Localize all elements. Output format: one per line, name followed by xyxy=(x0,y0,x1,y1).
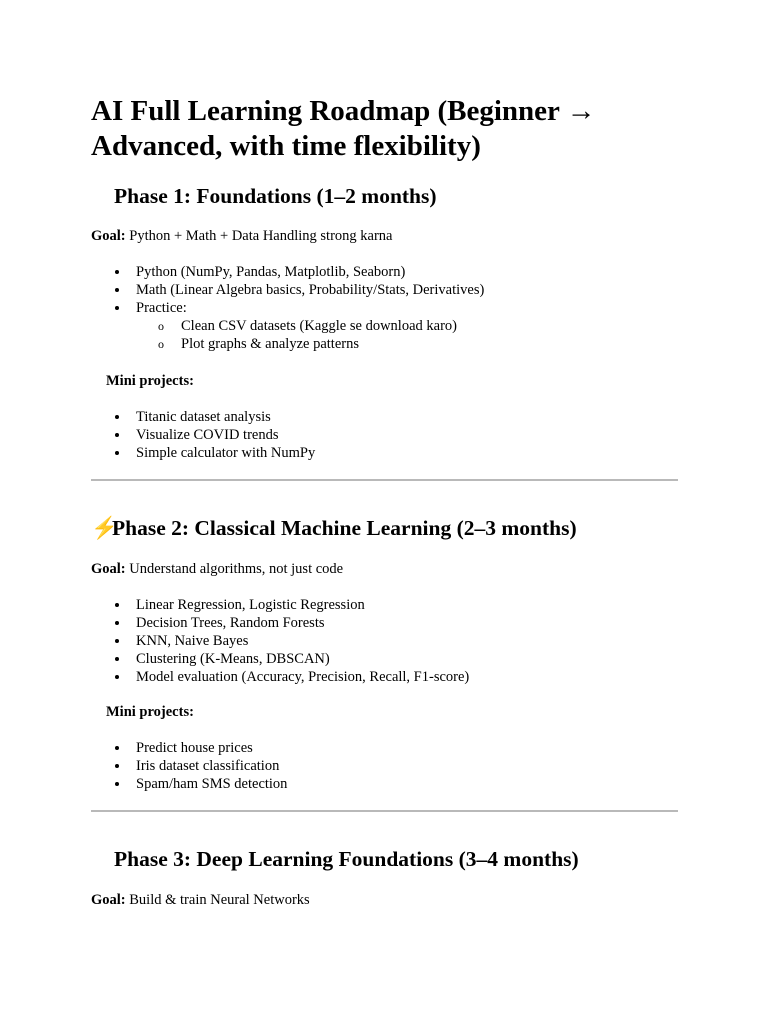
goal-label: Goal: xyxy=(91,228,126,244)
phase-2-heading xyxy=(91,515,577,541)
phase-2-mini-projects xyxy=(91,739,287,793)
goal-text: Understand algorithms, not just code xyxy=(125,561,344,577)
list-item: Model evaluation (Accuracy, Precision, Recall, F1-score) xyxy=(91,668,469,686)
document-title: AI Full Learning Roadmap (Beginner → Advanced, with time flexibility) xyxy=(91,95,596,162)
list-item: Linear Regression, Logistic Regression xyxy=(91,596,469,614)
phase-2-heading-text: Phase 2: Classical Machine Learning (2–3 months) xyxy=(112,516,577,540)
phase-3-heading: Phase 3: Deep Learning Foundations (3–4 months) xyxy=(114,847,579,871)
goal-label: Goal: xyxy=(91,892,126,908)
list-item: Predict house prices xyxy=(91,739,287,757)
list-item: Clustering (K-Means, DBSCAN) xyxy=(91,650,469,668)
list-item: Simple calculator with NumPy xyxy=(91,444,315,462)
goal-label: Goal: xyxy=(91,561,126,577)
sub-list-item: o Plot graphs & analyze patterns xyxy=(136,335,484,353)
list-item: Decision Trees, Random Forests xyxy=(91,614,469,632)
section-divider xyxy=(91,479,678,481)
phase-2-mini-projects-label: Mini projects: xyxy=(106,704,194,720)
list-item: Visualize COVID trends xyxy=(91,426,315,444)
list-item xyxy=(91,299,484,353)
phase-1-heading: Phase 1: Foundations (1–2 months) xyxy=(114,184,437,208)
phase-1-topics xyxy=(91,263,484,353)
practice-label: Practice: xyxy=(136,300,187,316)
section-divider xyxy=(91,810,678,812)
phase-2-topics xyxy=(91,596,469,686)
phase-1-goal xyxy=(91,227,392,245)
goal-text: Python + Math + Data Handling strong karna xyxy=(125,228,393,244)
phase-3-goal xyxy=(91,891,310,909)
list-item: Python (NumPy, Pandas, Matplotlib, Seaborn) xyxy=(91,263,484,281)
list-item: Math (Linear Algebra basics, Probability/Stats, Derivatives) xyxy=(91,281,484,299)
practice-subitems xyxy=(136,317,484,353)
sub-list-item: o Clean CSV datasets (Kaggle se download karo) xyxy=(136,317,484,335)
list-item: KNN, Naive Bayes xyxy=(91,632,469,650)
phase-1-mini-projects xyxy=(91,408,315,462)
phase-2-goal xyxy=(91,560,343,578)
lightning-icon: ⚡ xyxy=(91,516,118,540)
phase-1-mini-projects-label: Mini projects: xyxy=(106,373,194,389)
list-item: Iris dataset classification xyxy=(91,757,287,775)
list-item: Spam/ham SMS detection xyxy=(91,775,287,793)
goal-text: Build & train Neural Networks xyxy=(125,892,310,908)
list-item: Titanic dataset analysis xyxy=(91,408,315,426)
